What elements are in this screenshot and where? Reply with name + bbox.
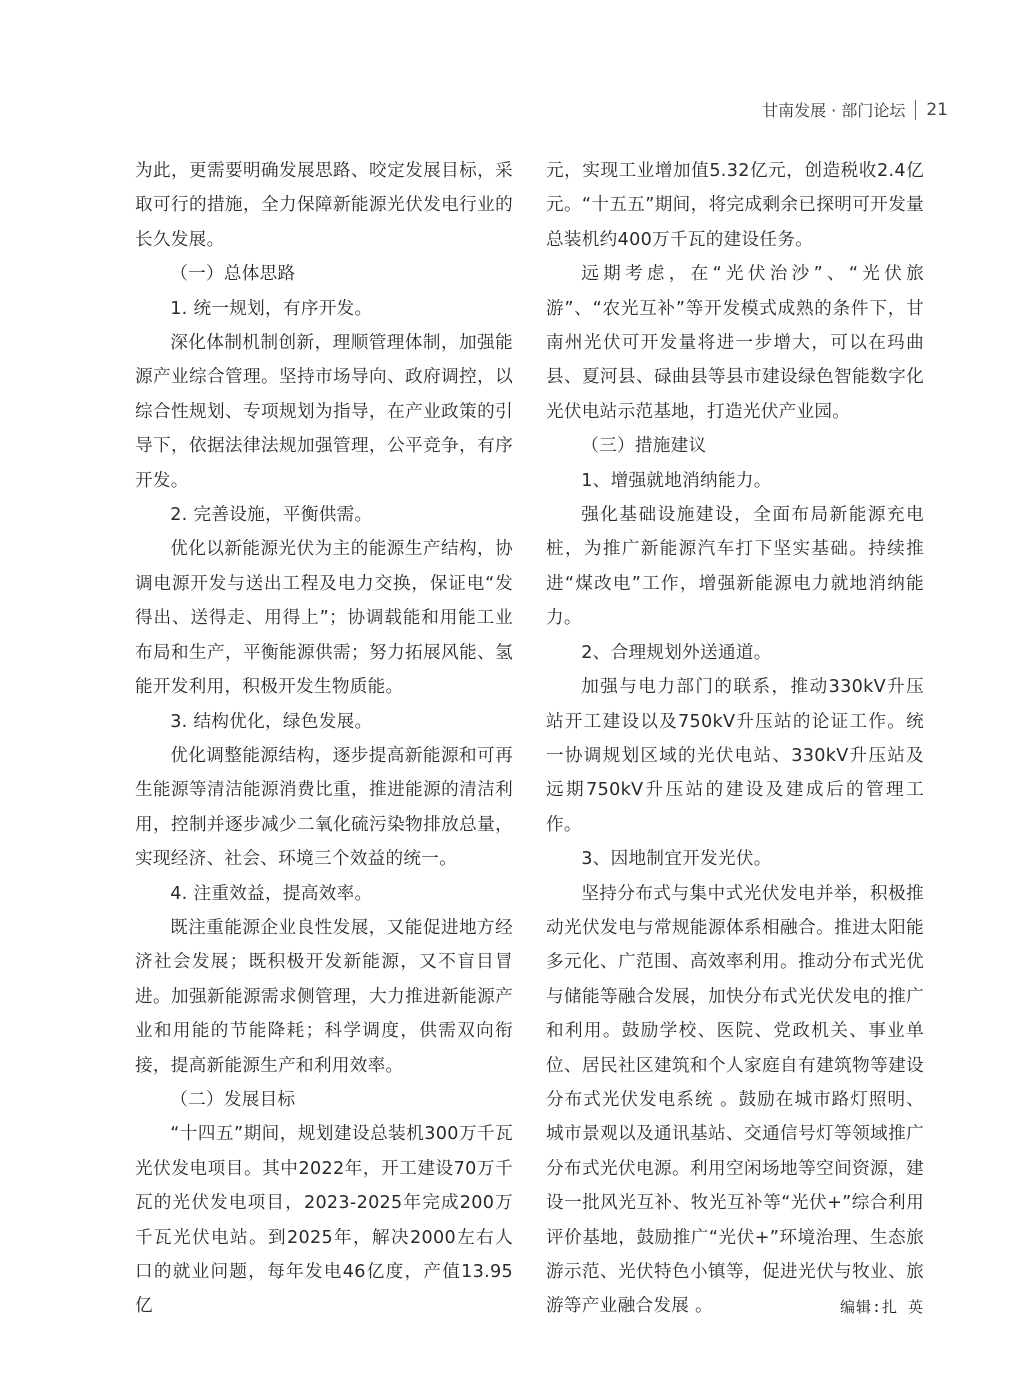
paragraph: 元，实现工业增加值5.32亿元，创造税收2.4亿元。“十五五”期间，将完成剩余已探明可开发量总装机约400万千瓦的建设任务。 [546, 161, 924, 250]
subheading: 2、合理规划外送通道。 [581, 642, 772, 663]
editor-credit: 编辑:扎 英 [839, 1298, 924, 1316]
running-header [762, 98, 948, 121]
left-column [135, 154, 513, 1324]
paragraph: 深化体制机制创新，理顺管理体制，加强能源产业综合管理。坚持市场导向、政府调控，以综合性规划、专项规划为指导，在产业政策的引导下，依据法律法规加强管理，公平竞争，有序开发。 [135, 333, 513, 491]
journal-section: 甘南发展 · 部门论坛 [762, 101, 906, 120]
paragraph: 优化调整能源结构，逐步提高新能源和可再生能源等清洁能源消费比重，推进能源的清洁利用，控制并逐步减少二氧化硫污染物排放总量，实现经济、社会、环境三个效益的统一。 [135, 745, 513, 870]
subheading: 1、增强就地消纳能力。 [581, 470, 772, 491]
header-divider [915, 100, 916, 120]
section-heading: （二）发展目标 [170, 1089, 296, 1110]
paragraph: 优化以新能源光伏为主的能源生产结构，协调电源开发与送出工程及电力交换，保证电“发得出、送得走、用得上”；协调载能和用能工业布局和生产，平衡能源供需；努力拓展风能、氢能开发利用，积极开发生物质能。 [135, 539, 513, 698]
page-number: 21 [926, 99, 948, 120]
subheading: 1. 统一规划，有序开发。 [170, 298, 373, 319]
paragraph: 坚持分布式与集中式光伏发电并举，积极推动光伏发电与常规能源体系相融合。推进太阳能多元化、广范围、高效率利用。推动分布式光优与储能等融合发展，加快分布式光伏发电的推广和利用。鼓励学校、医院、党政机关、事业单位、居民社区建筑和个人家庭自有建筑物等建设分布式光伏发电系统 。鼓励在城市路灯照明、城市景观以及通讯基站、交通信号灯等领域推广分布式光伏电源。利用空闲场地等空间资源，建设一批风光互补、牧光互补等“光伏+”综合利用评价基地，鼓励推广“光伏+”环境治理、生态旅游示范、光伏特色小镇等，促进光伏与牧业、旅游等产业融合发展 。 [546, 883, 924, 1317]
subheading: 3、因地制宜开发光伏。 [581, 849, 772, 870]
paragraph: 加强与电力部门的联系，推动330kV升压站开工建设以及750kV升压站的论证工作。统一协调规划区域的光伏电站、330kV升压站及远期750kV升压站的建设及建成后的管理工作。 [546, 677, 924, 835]
paragraph: 强化基础设施建设，全面布局新能源充电桩，为推广新能源汽车打下坚实基础。持续推进“煤改电”工作，增强新能源电力就地消纳能力。 [546, 505, 924, 629]
paragraph: 远期考虑，在“光伏治沙”、“光伏旅游”、“农光互补”等开发模式成熟的条件下，甘南州光伏可开发量将进一步增大，可以在玛曲县、夏河县、碌曲县等县市建设绿色智能数字化光伏电站示范基地，打造光伏产业园。 [546, 264, 924, 422]
right-column [546, 154, 924, 1324]
section-heading: （三）措施建议 [581, 436, 707, 457]
subheading: 4. 注重效益，提高效率。 [170, 883, 373, 904]
section-heading: （一）总体思路 [170, 264, 296, 285]
paragraph: 既注重能源企业良性发展，又能促进地方经济社会发展；既积极开发新能源，又不盲目冒进。加强新能源需求侧管理，大力推进新能源产业和用能的节能降耗；科学调度，供需双向衔接，提高新能源生产和利用效率。 [135, 917, 513, 1076]
paragraph: 为此，更需要明确发展思路、咬定发展目标，采取可行的措施，全力保障新能源光伏发电行业的长久发展。 [135, 161, 513, 250]
subheading: 2. 完善设施，平衡供需。 [170, 505, 373, 526]
subheading: 3. 结构优化，绿色发展。 [170, 711, 373, 732]
paragraph: “十四五”期间，规划建设总装机300万千瓦光伏发电项目。其中2022年，开工建设70万千瓦的光伏发电项目，2023-2025年完成200万千瓦光伏电站。到2025年，解决2000左右人口的就业问题，每年发电46亿度，产值13.95亿 [135, 1124, 513, 1317]
